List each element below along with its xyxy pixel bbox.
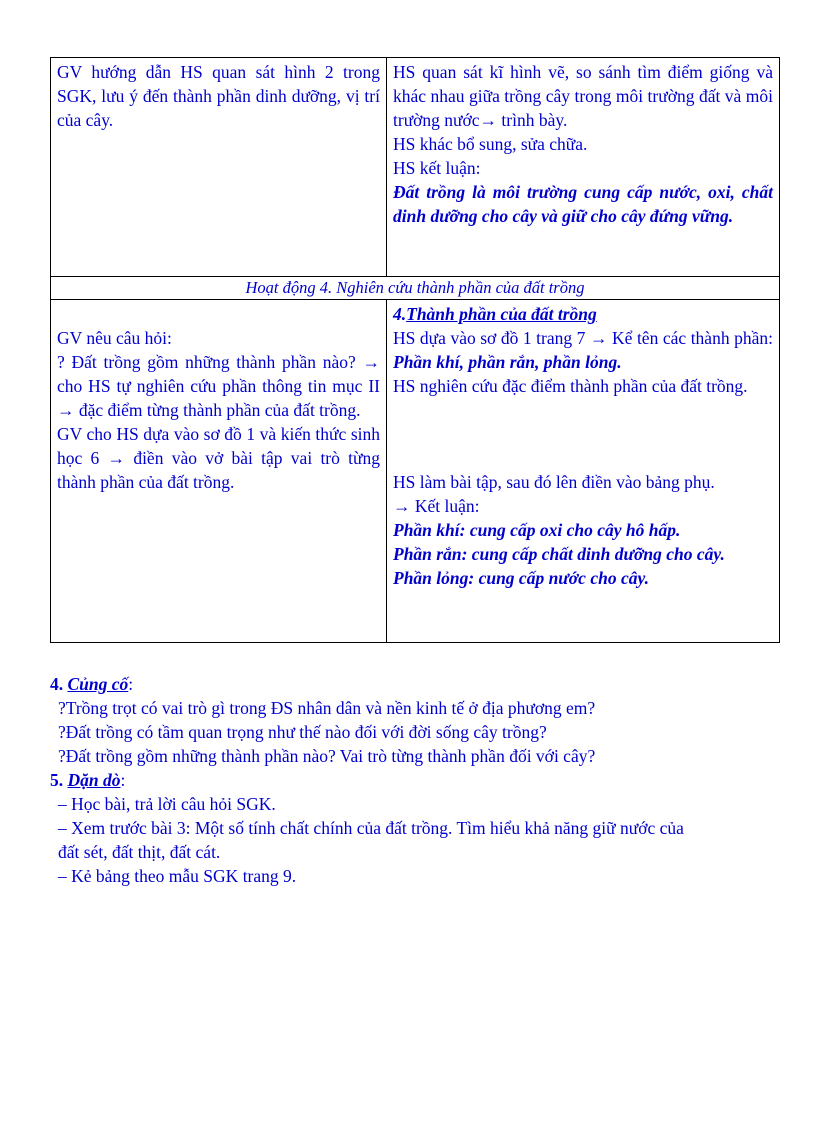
question-item: ?Trồng trọt có vai trò gì trong ĐS nhân dân và nền kinh tế ở địa phương em? bbox=[58, 698, 596, 718]
student-text: HS nghiên cứu đặc điểm thành phần của đất trồng. bbox=[393, 376, 748, 396]
student-text: HS làm bài tập, sau đó lên điền vào bảng phụ. bbox=[393, 472, 715, 492]
table-row bbox=[51, 300, 780, 643]
student-text: → Kết luận: bbox=[393, 496, 480, 516]
student-text: HS dựa vào sơ đồ 1 trang 7 → Kể tên các thành phần: Phần khí, phần rắn, phần lỏng. bbox=[393, 328, 773, 372]
conclusion-text: Đất trồng là môi trường cung cấp nước, oxi, chất dinh dưỡng cho cây và giữ cho cây đứng vững. bbox=[393, 182, 773, 226]
question-item: ?Đất trồng có tầm quan trọng như thế nào đối với đời sống cây trồng? bbox=[58, 722, 547, 742]
student-text: HS kết luận: bbox=[393, 158, 481, 178]
teacher-text: GV cho HS dựa vào sơ đồ 1 và kiến thức sinh học 6 → điền vào vở bài tập vai trò từng thành phần của đất trồng. bbox=[57, 424, 380, 492]
list-item-continuation: đất sét, đất thịt, đất cát. bbox=[58, 842, 221, 862]
teacher-cell bbox=[51, 58, 387, 277]
activity-heading: Hoạt động 4. Nghiên cứu thành phần của đất trồng bbox=[51, 277, 780, 300]
conclusion-text: Phần khí: cung cấp oxi cho cây hô hấp. bbox=[393, 520, 681, 540]
question-item: ?Đất trồng gồm những thành phần nào? Vai trò từng thành phần đối với cây? bbox=[58, 746, 596, 766]
consolidation-section bbox=[50, 672, 790, 768]
list-item: – Xem trước bài 3: Một số tính chất chính của đất trồng. Tìm hiểu khả năng giữ nước của bbox=[58, 818, 684, 838]
teacher-text: GV nêu câu hỏi: bbox=[57, 328, 172, 348]
teacher-cell bbox=[51, 300, 387, 643]
list-item: – Kẻ bảng theo mẫu SGK trang 9. bbox=[58, 866, 297, 886]
table-row bbox=[51, 58, 780, 277]
student-text: HS quan sát kĩ hình vẽ, so sánh tìm điểm giống và khác nhau giữa trồng cây trong môi trường đất và môi trường nước→ trình bày. bbox=[393, 62, 773, 130]
conclusion-text: Phần rắn: cung cấp chất dinh dưỡng cho cây. bbox=[393, 544, 725, 564]
lesson-table bbox=[50, 57, 780, 643]
conclusion-text: Phần lỏng: cung cấp nước cho cây. bbox=[393, 568, 649, 588]
section-title: 4. Củng cố: bbox=[50, 674, 134, 694]
student-text: HS khác bổ sung, sửa chữa. bbox=[393, 134, 588, 154]
table-row bbox=[51, 277, 780, 300]
student-cell bbox=[387, 300, 780, 643]
student-cell bbox=[387, 58, 780, 277]
section-title: 5. Dặn dò: bbox=[50, 770, 126, 790]
homework-section bbox=[50, 768, 790, 888]
teacher-text: ? Đất trồng gồm những thành phần nào? → cho HS tự nghiên cứu phần thông tin mục II → đặc điểm từng thành phần của đất trồng. bbox=[57, 352, 380, 420]
list-item: – Học bài, trả lời câu hỏi SGK. bbox=[58, 794, 276, 814]
teacher-text: GV hướng dẫn HS quan sát hình 2 trong SGK, lưu ý đến thành phần dinh dưỡng, vị trí của cây. bbox=[57, 62, 380, 130]
section-heading: 4.Thành phần của đất trồng bbox=[393, 304, 597, 324]
